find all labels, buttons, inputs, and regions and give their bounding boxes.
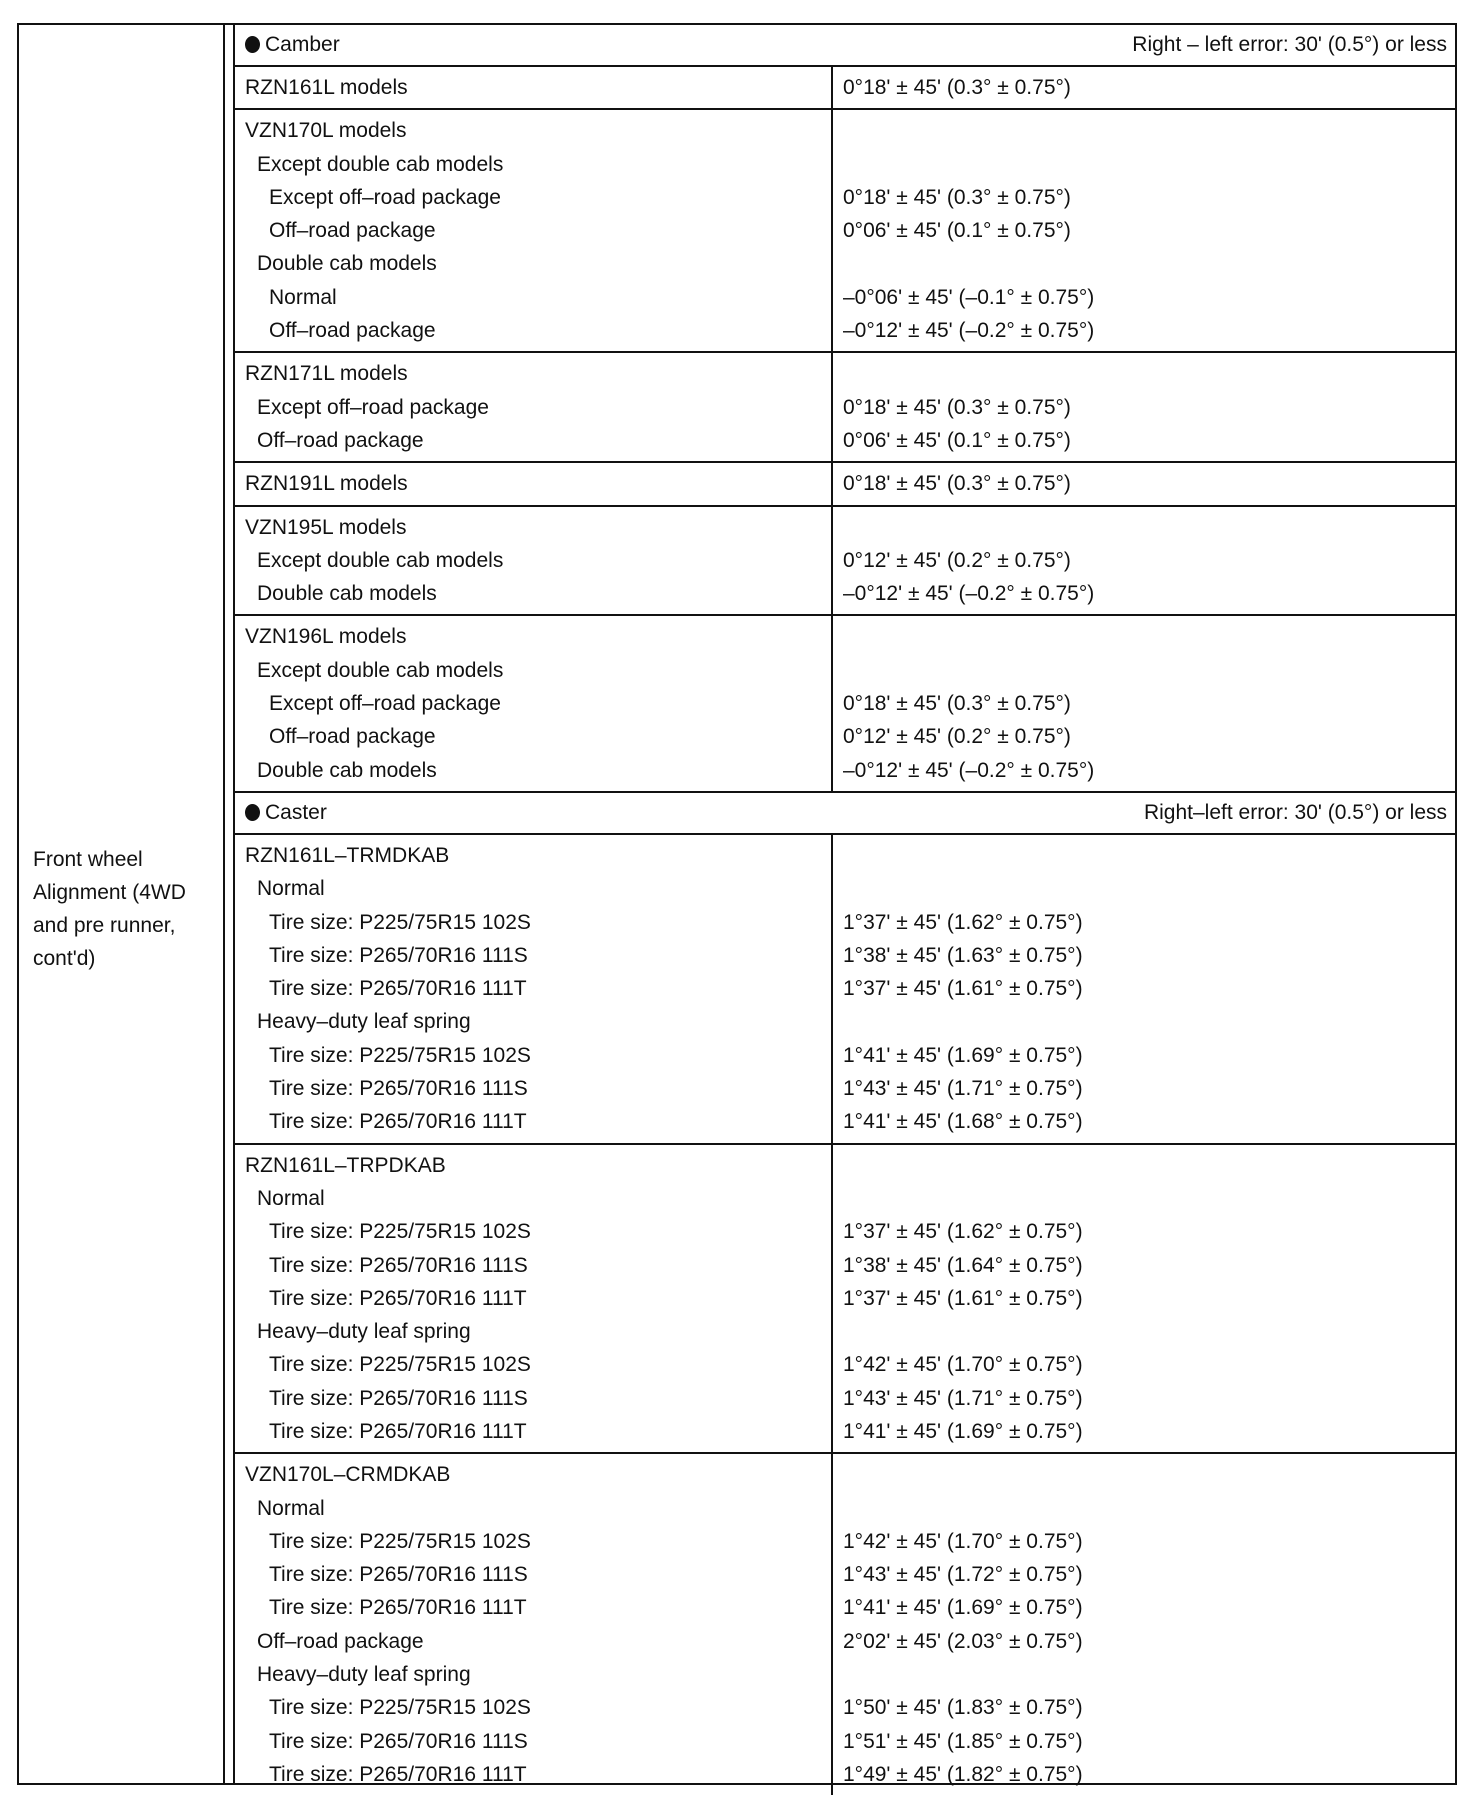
spec-value bbox=[833, 1658, 1455, 1691]
value-cell bbox=[833, 114, 1455, 347]
model-cell bbox=[235, 835, 833, 1143]
section-header-camber bbox=[235, 25, 1455, 67]
section-header-caster bbox=[235, 793, 1455, 835]
model-cell bbox=[235, 1145, 833, 1453]
spec-value: –0°12' ± 45' (–0.2° ± 0.75°) bbox=[843, 319, 1095, 343]
model-label: Tire size: P225/75R15 102S bbox=[269, 1529, 531, 1553]
spec-value bbox=[833, 1149, 1455, 1182]
value-cell bbox=[833, 357, 1455, 457]
spec-value bbox=[833, 839, 1455, 872]
spec-value: 1°51' ± 45' (1.85° ± 0.75°) bbox=[843, 1729, 1083, 1753]
spec-value: 1°41' ± 45' (1.69° ± 0.75°) bbox=[843, 1043, 1083, 1067]
section-title bbox=[245, 33, 340, 57]
value-cell bbox=[833, 467, 1455, 500]
spec-value: 0°18' ± 45' (0.3° ± 0.75°) bbox=[843, 185, 1071, 209]
model-label: Heavy–duty leaf spring bbox=[257, 1320, 471, 1344]
column-divider bbox=[225, 25, 235, 1783]
section-note: Right–left error: 30' (0.5°) or less bbox=[1143, 800, 1447, 824]
model-label: Tire size: P225/75R15 102S bbox=[269, 1043, 531, 1067]
model-cell bbox=[235, 110, 833, 351]
spec-value: 1°37' ± 45' (1.62° ± 0.75°) bbox=[843, 910, 1083, 934]
spec-value bbox=[833, 247, 1455, 280]
spec-value: 0°18' ± 45' (0.3° ± 0.75°) bbox=[843, 692, 1071, 716]
model-label: VZN170L models bbox=[245, 119, 407, 143]
model-cell bbox=[235, 463, 833, 504]
model-group bbox=[235, 1454, 1455, 1795]
spec-value: 1°42' ± 45' (1.70° ± 0.75°) bbox=[843, 1529, 1083, 1553]
section-title-text: Camber bbox=[265, 33, 340, 56]
spec-value: 0°06' ± 45' (0.1° ± 0.75°) bbox=[843, 219, 1071, 243]
model-label: RZN171L models bbox=[245, 362, 408, 386]
model-label: Tire size: P265/70R16 111S bbox=[269, 1077, 528, 1101]
spec-value bbox=[833, 1005, 1455, 1038]
model-group bbox=[235, 1145, 1455, 1455]
model-label: Tire size: P265/70R16 111S bbox=[269, 1729, 528, 1753]
spec-value: –0°12' ± 45' (–0.2° ± 0.75°) bbox=[843, 758, 1095, 782]
model-label: RZN191L models bbox=[245, 472, 408, 496]
model-label: Except off–road package bbox=[269, 692, 501, 716]
spec-value: 1°50' ± 45' (1.83° ± 0.75°) bbox=[843, 1696, 1083, 1720]
model-label: RZN161L–TRMDKAB bbox=[245, 843, 450, 867]
model-label: RZN161L–TRPDKAB bbox=[245, 1153, 446, 1177]
model-group bbox=[235, 67, 1455, 110]
model-label: VZN195L models bbox=[245, 515, 407, 539]
spec-value: 0°18' ± 45' (0.3° ± 0.75°) bbox=[843, 395, 1071, 419]
spec-value bbox=[833, 1182, 1455, 1215]
model-label: Heavy–duty leaf spring bbox=[257, 1663, 471, 1687]
model-label: Double cab models bbox=[257, 582, 437, 606]
spec-value: 0°18' ± 45' (0.3° ± 0.75°) bbox=[843, 472, 1071, 496]
model-label: Off–road package bbox=[269, 725, 436, 749]
spec-column bbox=[235, 25, 1455, 1786]
model-label: Double cab models bbox=[257, 758, 437, 782]
spec-value bbox=[833, 148, 1455, 181]
model-label: Tire size: P225/75R15 102S bbox=[269, 910, 531, 934]
model-label: Off–road package bbox=[257, 1629, 424, 1653]
spec-value: 1°38' ± 45' (1.64° ± 0.75°) bbox=[843, 1253, 1083, 1277]
spec-value: –0°06' ± 45' (–0.1° ± 0.75°) bbox=[843, 285, 1095, 309]
model-group bbox=[235, 353, 1455, 463]
value-cell bbox=[833, 511, 1455, 611]
model-cell bbox=[235, 1454, 833, 1795]
model-cell bbox=[235, 353, 833, 461]
model-label: Tire size: P265/70R16 111S bbox=[269, 1386, 528, 1410]
model-label: Tire size: P225/75R15 102S bbox=[269, 1220, 531, 1244]
spec-value: –0°12' ± 45' (–0.2° ± 0.75°) bbox=[843, 582, 1095, 606]
spec-value: 1°37' ± 45' (1.62° ± 0.75°) bbox=[843, 1220, 1083, 1244]
model-label: Normal bbox=[257, 1496, 325, 1520]
model-label: Normal bbox=[257, 877, 325, 901]
model-cell bbox=[235, 616, 833, 790]
model-label: Except off–road package bbox=[269, 185, 501, 209]
spec-value: 1°38' ± 45' (1.63° ± 0.75°) bbox=[843, 943, 1083, 967]
spec-value: 1°49' ± 45' (1.82° ± 0.75°) bbox=[843, 1762, 1083, 1786]
spec-value: 0°12' ± 45' (0.2° ± 0.75°) bbox=[843, 725, 1071, 749]
value-cell bbox=[833, 1458, 1455, 1791]
spec-value bbox=[833, 872, 1455, 905]
model-group bbox=[235, 616, 1455, 792]
model-label: Tire size: P265/70R16 111S bbox=[269, 1253, 528, 1277]
spec-value: 1°42' ± 45' (1.70° ± 0.75°) bbox=[843, 1353, 1083, 1377]
spec-value: 1°43' ± 45' (1.71° ± 0.75°) bbox=[843, 1077, 1083, 1101]
spec-value bbox=[833, 620, 1455, 653]
spec-value: 2°02' ± 45' (2.03° ± 0.75°) bbox=[843, 1629, 1083, 1653]
model-label: Tire size: P265/70R16 111T bbox=[269, 977, 527, 1001]
value-cell bbox=[833, 1149, 1455, 1449]
model-label: Tire size: P265/70R16 111T bbox=[269, 1762, 527, 1786]
spec-value: 0°06' ± 45' (0.1° ± 0.75°) bbox=[843, 428, 1071, 452]
model-label: VZN170L–CRMDKAB bbox=[245, 1463, 451, 1487]
value-cell bbox=[833, 620, 1455, 786]
spec-value: 1°37' ± 45' (1.61° ± 0.75°) bbox=[843, 1286, 1083, 1310]
bullet-icon bbox=[245, 36, 260, 53]
spec-value bbox=[833, 357, 1455, 390]
model-label: Double cab models bbox=[257, 252, 437, 276]
value-cell bbox=[833, 71, 1455, 104]
spec-value: 1°43' ± 45' (1.72° ± 0.75°) bbox=[843, 1563, 1083, 1587]
spec-value: 1°41' ± 45' (1.69° ± 0.75°) bbox=[843, 1419, 1083, 1443]
model-label: RZN161L models bbox=[245, 76, 408, 99]
spec-value bbox=[833, 114, 1455, 147]
row-label-cell bbox=[19, 25, 225, 1783]
model-label: VZN196L models bbox=[245, 625, 407, 649]
model-label: Except double cab models bbox=[257, 152, 504, 176]
alignment-spec-table bbox=[17, 23, 1457, 1785]
model-label: Tire size: P265/70R16 111S bbox=[269, 1563, 528, 1587]
spec-value bbox=[833, 654, 1455, 687]
model-label: Tire size: P265/70R16 111T bbox=[269, 1286, 527, 1310]
model-label: Heavy–duty leaf spring bbox=[257, 1010, 471, 1034]
spec-value: 1°37' ± 45' (1.61° ± 0.75°) bbox=[843, 977, 1083, 1001]
model-label: Tire size: P225/75R15 102S bbox=[269, 1353, 531, 1377]
model-label: Tire size: P265/70R16 111T bbox=[269, 1419, 527, 1443]
model-label: Off–road package bbox=[257, 428, 424, 452]
model-label: Off–road package bbox=[269, 319, 436, 343]
section-note: Right – left error: 30' (0.5°) or less bbox=[1132, 33, 1447, 56]
model-label: Off–road package bbox=[269, 219, 436, 243]
model-label: Tire size: P225/75R15 102S bbox=[269, 1696, 531, 1720]
spec-value: 1°41' ± 45' (1.68° ± 0.75°) bbox=[843, 1110, 1083, 1134]
model-label: Tire size: P265/70R16 111S bbox=[269, 943, 528, 967]
spec-value: 0°12' ± 45' (0.2° ± 0.75°) bbox=[843, 548, 1071, 572]
spec-value bbox=[833, 1315, 1455, 1348]
spec-value: 1°41' ± 45' (1.69° ± 0.75°) bbox=[843, 1596, 1083, 1620]
spec-value: 0°18' ± 45' (0.3° ± 0.75°) bbox=[843, 76, 1071, 99]
bullet-icon bbox=[245, 804, 260, 821]
model-group bbox=[235, 463, 1455, 506]
model-cell bbox=[235, 507, 833, 615]
model-group bbox=[235, 835, 1455, 1145]
model-label: Except double cab models bbox=[257, 658, 504, 682]
model-label: Normal bbox=[257, 1186, 325, 1210]
model-label: Tire size: P265/70R16 111T bbox=[269, 1596, 527, 1620]
model-label: Except off–road package bbox=[257, 395, 489, 419]
spec-value bbox=[833, 1458, 1455, 1491]
value-cell bbox=[833, 839, 1455, 1139]
section-title-text: Caster bbox=[265, 800, 327, 824]
spec-value: 1°43' ± 45' (1.71° ± 0.75°) bbox=[843, 1386, 1083, 1410]
row-label: Front wheel Alignment (4WD and pre runner, cont'd) bbox=[33, 848, 186, 970]
spec-value bbox=[833, 511, 1455, 544]
model-cell bbox=[235, 67, 833, 108]
section-title bbox=[245, 801, 327, 825]
model-label: Tire size: P265/70R16 111T bbox=[269, 1110, 527, 1134]
model-label: Normal bbox=[269, 285, 337, 309]
model-group bbox=[235, 110, 1455, 353]
model-group bbox=[235, 507, 1455, 617]
model-label: Except double cab models bbox=[257, 548, 504, 572]
spec-value bbox=[833, 1492, 1455, 1525]
